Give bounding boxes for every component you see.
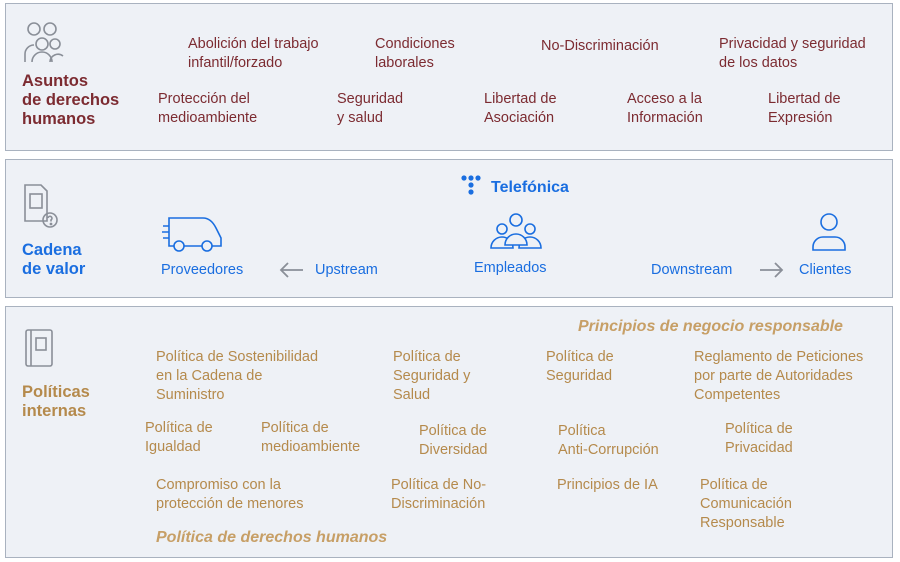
- policy-security: Política de Seguridad: [546, 349, 614, 384]
- telefonica-logo-icon: [461, 174, 489, 202]
- policy-anti-corruption: Política Anti-Corrupción: [558, 423, 659, 458]
- section-title-internal-policies: Políticas internas: [22, 383, 90, 420]
- responsible-business-principles-label: Principios de negocio responsable: [578, 318, 843, 335]
- policy-privacy: Política de Privacidad: [725, 421, 793, 456]
- issue-health-safety: Seguridad y salud: [337, 91, 404, 126]
- value-chain-panel: [5, 159, 893, 298]
- arrow-right-icon: [759, 262, 785, 278]
- issue-freedom-association: Libertad de Asociación: [484, 91, 557, 126]
- providers-label: Proveedores: [161, 262, 244, 278]
- issue-environment: Protección del medioambiente: [158, 91, 258, 126]
- section-title-human-rights: Asuntos de derechos humanos: [22, 72, 120, 128]
- document-question-icon: [22, 182, 64, 232]
- arrow-left-icon: [278, 262, 304, 278]
- issue-data-privacy: Privacidad y seguridad de los datos: [719, 36, 866, 71]
- brand-name: Telefónica: [491, 179, 569, 196]
- issue-access-information: Acceso a la Información: [627, 91, 703, 126]
- issue-non-discrimination: No-Discriminación: [541, 38, 659, 54]
- human-rights-policy-label: Política de derechos humanos: [156, 529, 388, 546]
- van-icon: [161, 212, 223, 252]
- client-person-icon: [811, 212, 847, 252]
- section-title-value-chain: Cadena de valor: [22, 241, 86, 278]
- policy-minors-protection: Compromiso con la protección de menores: [156, 477, 304, 512]
- policy-responsible-communication: Política de Comunicación Responsable: [700, 477, 792, 531]
- employees-label: Empleados: [474, 260, 547, 276]
- policy-ai-principles: Principios de IA: [557, 477, 658, 493]
- people-group-icon: [20, 20, 66, 64]
- policy-supply-chain: Política de Sostenibilidad en la Cadena de Suministro: [156, 349, 319, 403]
- upstream-label: Upstream: [315, 262, 378, 278]
- policy-environment: Política de medioambiente: [261, 420, 361, 455]
- issue-child-labor: Abolición del trabajo infantil/forzado: [188, 36, 319, 71]
- policy-health-safety: Política de Seguridad y Salud: [393, 349, 471, 403]
- clients-label: Clientes: [799, 262, 852, 278]
- policy-authority-requests: Reglamento de Peticiones por parte de Autoridades Competentes: [694, 349, 864, 403]
- book-icon: [23, 328, 57, 370]
- policy-diversity: Política de Diversidad: [419, 423, 488, 458]
- issue-labor-conditions: Condiciones laborales: [375, 36, 455, 71]
- employees-group-icon: [489, 212, 543, 252]
- issue-freedom-expression: Libertad de Expresión: [768, 91, 841, 126]
- policy-equality: Política de Igualdad: [145, 420, 213, 455]
- human-rights-issues-panel: [5, 3, 893, 151]
- downstream-label: Downstream: [651, 262, 733, 278]
- internal-policies-panel: [5, 306, 893, 558]
- policy-non-discrimination: Política de No- Discriminación: [391, 477, 487, 512]
